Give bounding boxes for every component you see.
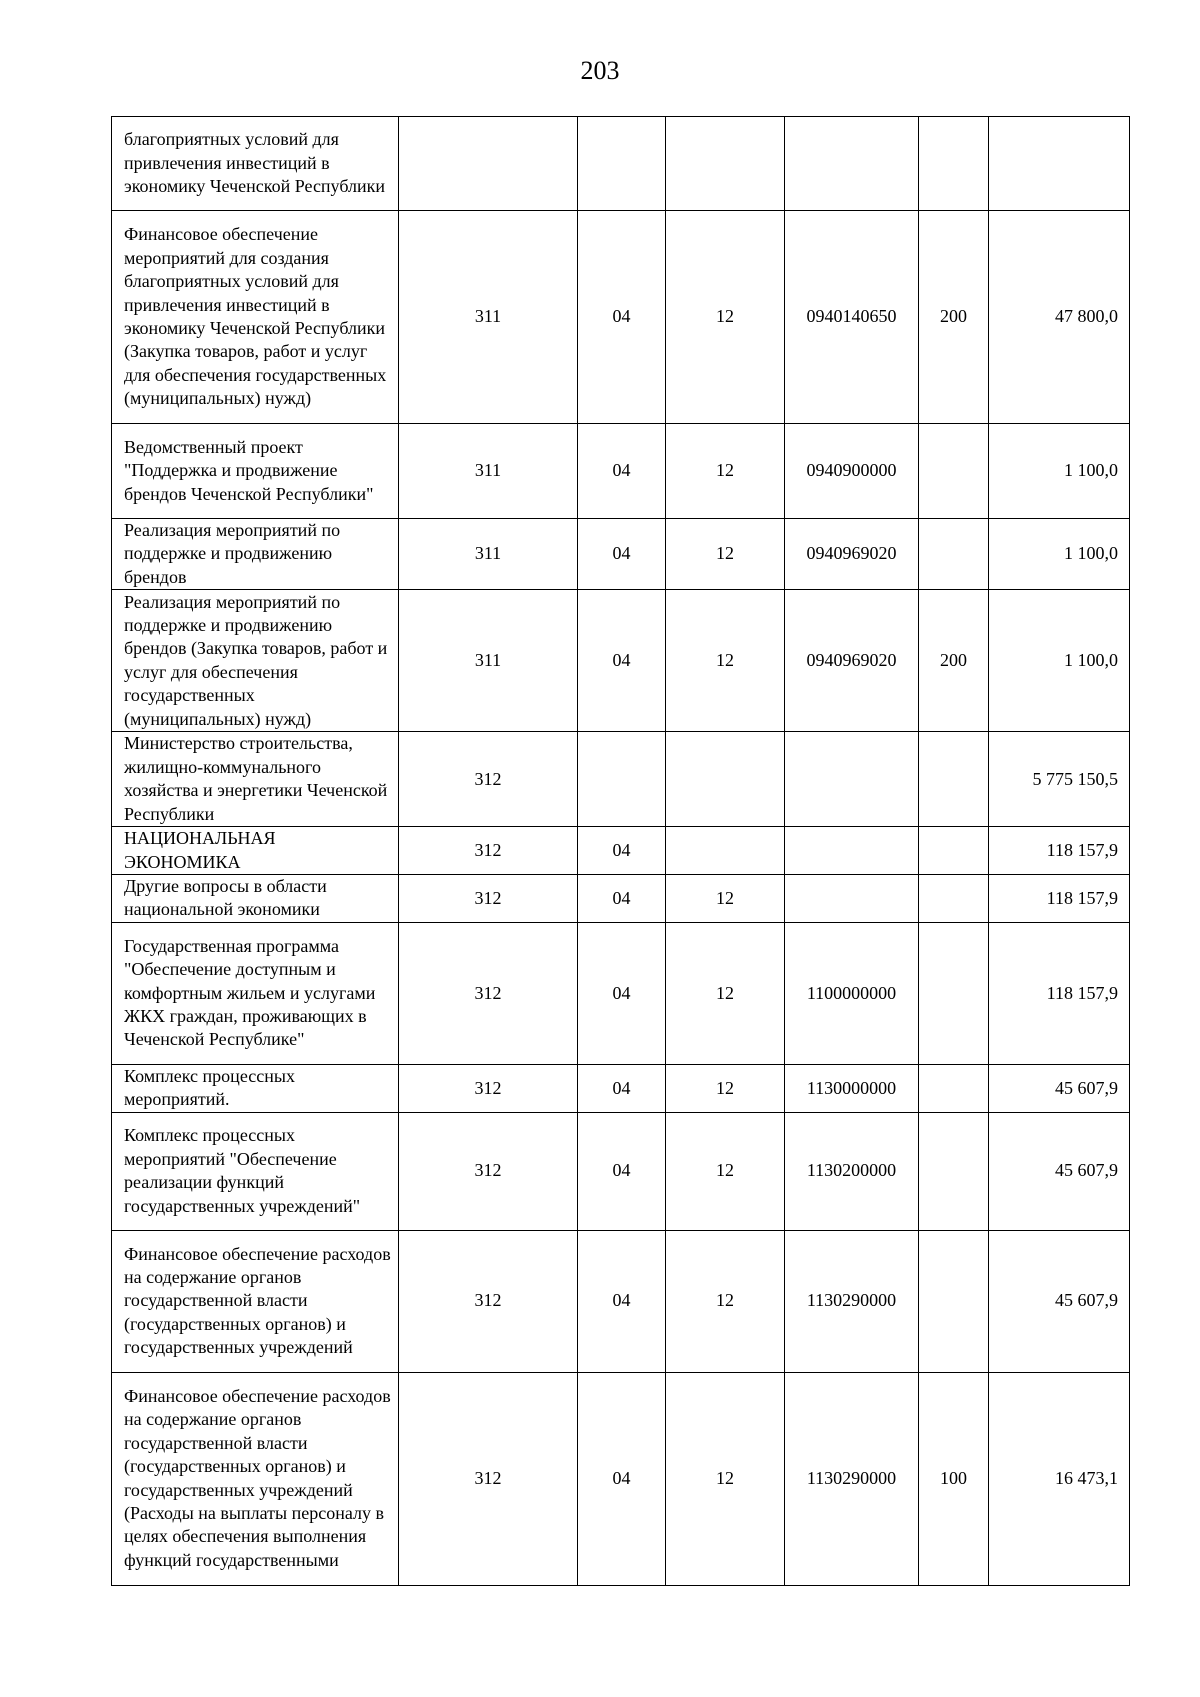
expense-type-cell bbox=[919, 922, 989, 1064]
item-name: Финансовое обеспечение расходов на содержание органов государственной власти (государственных органов) и государственных учреждений bbox=[124, 1243, 391, 1358]
expense-type-cell bbox=[919, 117, 989, 211]
department-code-cell: 311 bbox=[399, 519, 578, 590]
item-name-cell bbox=[112, 519, 399, 590]
table-row bbox=[112, 1230, 1130, 1372]
expense-type-cell: 200 bbox=[919, 211, 989, 424]
subsection-code-cell: 12 bbox=[666, 211, 785, 424]
amount-cell: 45 607,9 bbox=[989, 1230, 1130, 1372]
table-row bbox=[112, 590, 1130, 732]
target-article-cell: 0940140650 bbox=[785, 211, 919, 424]
target-article-cell: 0940969020 bbox=[785, 590, 919, 732]
item-name-cell bbox=[112, 590, 399, 732]
amount-cell: 45 607,9 bbox=[989, 1112, 1130, 1230]
item-name-cell bbox=[112, 1112, 399, 1230]
target-article-cell: 1100000000 bbox=[785, 922, 919, 1064]
department-code-cell: 312 bbox=[399, 827, 578, 875]
item-name-cell bbox=[112, 1372, 399, 1585]
item-name: Другие вопросы в области национальной экономики bbox=[124, 876, 327, 920]
table-row bbox=[112, 875, 1130, 923]
target-article-cell: 1130290000 bbox=[785, 1372, 919, 1585]
amount-cell: 1 100,0 bbox=[989, 590, 1130, 732]
department-code-cell: 311 bbox=[399, 590, 578, 732]
item-name: НАЦИОНАЛЬНАЯ ЭКОНОМИКА bbox=[124, 828, 276, 872]
item-name-cell bbox=[112, 875, 399, 923]
subsection-code-cell: 12 bbox=[666, 519, 785, 590]
section-code-cell: 04 bbox=[578, 1064, 666, 1112]
section-code-cell: 04 bbox=[578, 922, 666, 1064]
section-code-cell: 04 bbox=[578, 1372, 666, 1585]
item-name-cell bbox=[112, 827, 399, 875]
item-name: Реализация мероприятий по поддержке и продвижению брендов (Закупка товаров, работ и услуг для обеспечения государственных (муниципальных) нужд) bbox=[124, 591, 388, 729]
item-name: Финансовое обеспечение мероприятий для создания благоприятных условий для привлечения инвестиций в экономику Чеченской Республики (Закупка товаров, работ и услуг для обеспечения государственных (муниципальных) нужд) bbox=[124, 224, 387, 409]
item-name: Комплекс процессных мероприятий "Обеспечение реализации функций государственных учреждений" bbox=[124, 1125, 361, 1216]
subsection-code-cell bbox=[666, 117, 785, 211]
section-code-cell: 04 bbox=[578, 424, 666, 519]
table-row bbox=[112, 211, 1130, 424]
section-code-cell: 04 bbox=[578, 211, 666, 424]
section-code-cell: 04 bbox=[578, 1112, 666, 1230]
department-code-cell: 312 bbox=[399, 875, 578, 923]
amount-cell: 1 100,0 bbox=[989, 519, 1130, 590]
section-code-cell: 04 bbox=[578, 1230, 666, 1372]
item-name-cell bbox=[112, 117, 399, 211]
item-name-cell bbox=[112, 1230, 399, 1372]
subsection-code-cell bbox=[666, 732, 785, 827]
item-name-cell bbox=[112, 424, 399, 519]
amount-cell: 118 157,9 bbox=[989, 875, 1130, 923]
target-article-cell: 1130200000 bbox=[785, 1112, 919, 1230]
table-row bbox=[112, 922, 1130, 1064]
item-name-cell bbox=[112, 1064, 399, 1112]
target-article-cell: 0940900000 bbox=[785, 424, 919, 519]
subsection-code-cell: 12 bbox=[666, 922, 785, 1064]
section-code-cell bbox=[578, 117, 666, 211]
subsection-code-cell: 12 bbox=[666, 875, 785, 923]
subsection-code-cell: 12 bbox=[666, 1112, 785, 1230]
department-code-cell bbox=[399, 117, 578, 211]
target-article-cell bbox=[785, 875, 919, 923]
item-name-cell bbox=[112, 922, 399, 1064]
subsection-code-cell: 12 bbox=[666, 1064, 785, 1112]
section-code-cell bbox=[578, 732, 666, 827]
table-row bbox=[112, 1372, 1130, 1585]
expense-type-cell bbox=[919, 875, 989, 923]
subsection-code-cell: 12 bbox=[666, 1372, 785, 1585]
item-name: Финансовое обеспечение расходов на содержание органов государственной власти (государственных органов) и государственных учреждений (Расходы на выплаты персоналу в целях обеспечения выполнения функций государственными bbox=[124, 1386, 391, 1570]
target-article-cell bbox=[785, 827, 919, 875]
department-code-cell: 312 bbox=[399, 1230, 578, 1372]
table-row bbox=[112, 519, 1130, 590]
table-row bbox=[112, 732, 1130, 827]
target-article-cell: 1130000000 bbox=[785, 1064, 919, 1112]
amount-cell bbox=[989, 117, 1130, 211]
expense-type-cell bbox=[919, 827, 989, 875]
item-name: благоприятных условий для привлечения инвестиций в экономику Чеченской Республики bbox=[124, 129, 386, 197]
section-code-cell: 04 bbox=[578, 519, 666, 590]
subsection-code-cell bbox=[666, 827, 785, 875]
amount-cell: 16 473,1 bbox=[989, 1372, 1130, 1585]
amount-cell: 118 157,9 bbox=[989, 922, 1130, 1064]
department-code-cell: 312 bbox=[399, 1064, 578, 1112]
department-code-cell: 312 bbox=[399, 732, 578, 827]
department-code-cell: 311 bbox=[399, 211, 578, 424]
target-article-cell bbox=[785, 732, 919, 827]
table-row bbox=[112, 1112, 1130, 1230]
amount-cell: 1 100,0 bbox=[989, 424, 1130, 519]
table-row bbox=[112, 1064, 1130, 1112]
amount-cell: 45 607,9 bbox=[989, 1064, 1130, 1112]
target-article-cell bbox=[785, 117, 919, 211]
item-name: Министерство строительства, жилищно-коммунального хозяйства и энергетики Чеченской Республики bbox=[124, 733, 388, 824]
department-code-cell: 312 bbox=[399, 1372, 578, 1585]
section-code-cell: 04 bbox=[578, 875, 666, 923]
subsection-code-cell: 12 bbox=[666, 424, 785, 519]
subsection-code-cell: 12 bbox=[666, 1230, 785, 1372]
item-name-cell bbox=[112, 211, 399, 424]
section-code-cell: 04 bbox=[578, 827, 666, 875]
item-name-cell bbox=[112, 732, 399, 827]
amount-cell: 118 157,9 bbox=[989, 827, 1130, 875]
expense-type-cell bbox=[919, 1064, 989, 1112]
subsection-code-cell: 12 bbox=[666, 590, 785, 732]
expense-type-cell bbox=[919, 1112, 989, 1230]
amount-cell: 5 775 150,5 bbox=[989, 732, 1130, 827]
target-article-cell: 1130290000 bbox=[785, 1230, 919, 1372]
expense-type-cell bbox=[919, 732, 989, 827]
table-row bbox=[112, 117, 1130, 211]
item-name: Ведомственный проект "Поддержка и продвижение брендов Чеченской Республики" bbox=[124, 436, 374, 504]
item-name: Комплекс процессных мероприятий. bbox=[124, 1065, 295, 1110]
section-code-cell: 04 bbox=[578, 590, 666, 732]
amount-cell: 47 800,0 bbox=[989, 211, 1130, 424]
target-article-cell: 0940969020 bbox=[785, 519, 919, 590]
expense-type-cell bbox=[919, 424, 989, 519]
table-row bbox=[112, 424, 1130, 519]
department-code-cell: 312 bbox=[399, 922, 578, 1064]
item-name: Государственная программа "Обеспечение доступным и комфортным жильем и услугами ЖКХ граждан, проживающих в Чеченской Республике" bbox=[124, 935, 376, 1050]
budget-table bbox=[111, 116, 1130, 1586]
expense-type-cell bbox=[919, 519, 989, 590]
department-code-cell: 312 bbox=[399, 1112, 578, 1230]
expense-type-cell: 100 bbox=[919, 1372, 989, 1585]
item-name: Реализация мероприятий по поддержке и продвижению брендов bbox=[124, 520, 341, 587]
department-code-cell: 311 bbox=[399, 424, 578, 519]
expense-type-cell: 200 bbox=[919, 590, 989, 732]
expense-type-cell bbox=[919, 1230, 989, 1372]
table-row bbox=[112, 827, 1130, 875]
page-number: 203 bbox=[580, 56, 620, 85]
